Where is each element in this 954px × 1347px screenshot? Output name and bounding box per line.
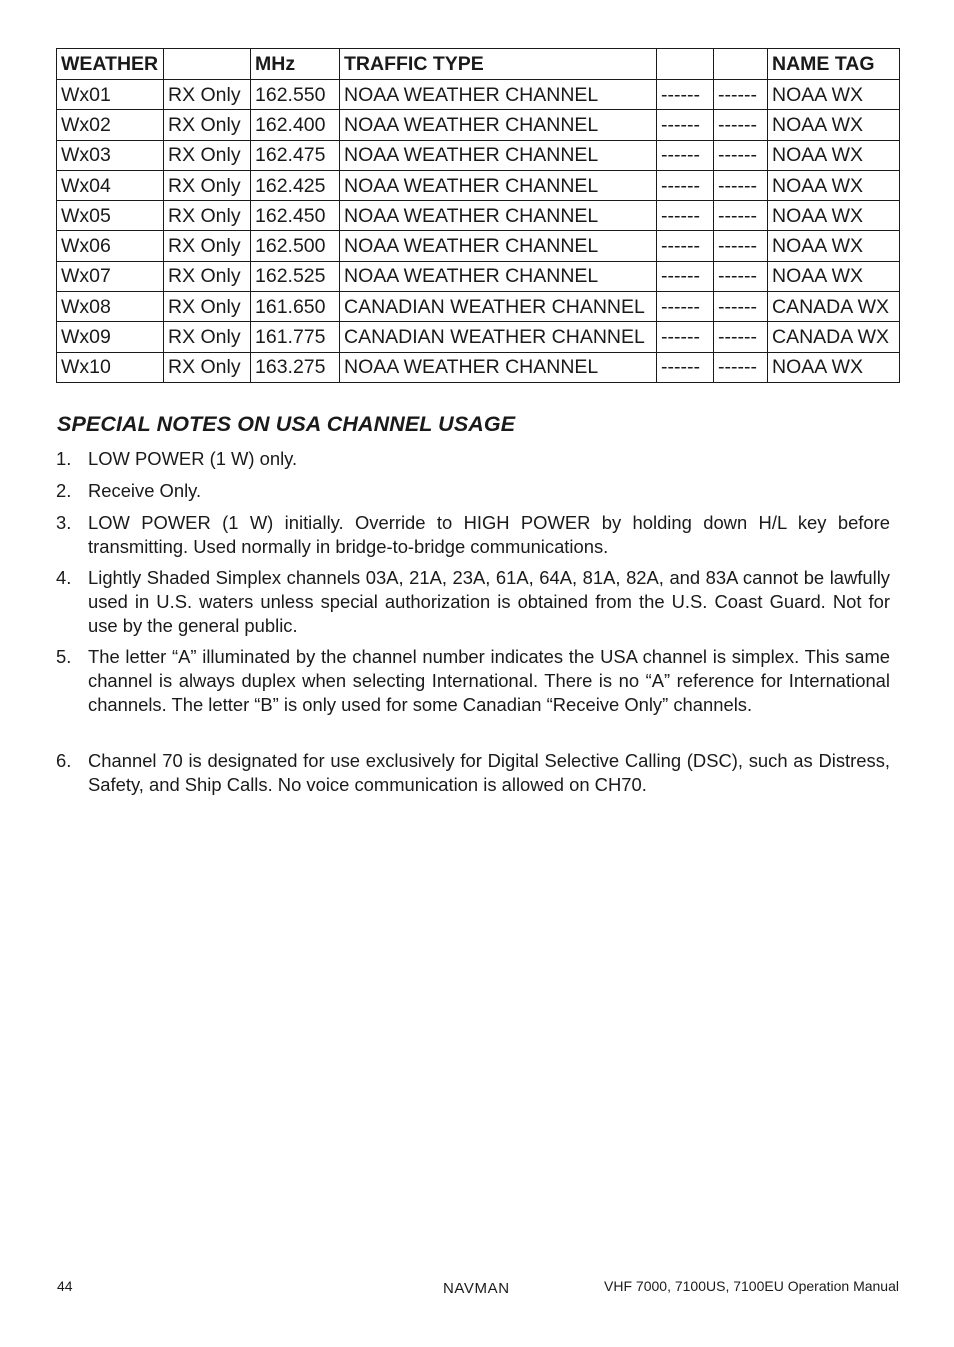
table-row	[57, 140, 900, 170]
table-cell: RX Only	[164, 322, 251, 352]
table-cell: NOAA WEATHER CHANNEL	[340, 110, 657, 140]
list-item-number: 6.	[56, 750, 72, 771]
table-cell: CANADA WX	[768, 322, 900, 352]
table-cell: NOAA WEATHER CHANNEL	[340, 170, 657, 200]
table-cell: ------	[657, 261, 714, 291]
table-cell: Wx07	[57, 261, 164, 291]
list-item	[56, 511, 890, 559]
table-row	[57, 80, 900, 110]
header-cell	[164, 49, 251, 80]
section-title: SPECIAL NOTES ON USA CHANNEL USAGE	[57, 412, 516, 436]
table-cell: ------	[657, 201, 714, 231]
table-cell: 162.475	[251, 140, 340, 170]
table-row	[57, 170, 900, 200]
table-cell: ------	[714, 261, 768, 291]
table-cell: 162.550	[251, 80, 340, 110]
table-cell: ------	[657, 110, 714, 140]
page-number: 44	[57, 1278, 73, 1294]
list-item-text: LOW POWER (1 W) only.	[88, 448, 298, 469]
table-cell: ------	[657, 292, 714, 322]
header-cell	[714, 49, 768, 80]
list-item	[56, 479, 890, 503]
table-row	[57, 261, 900, 291]
table-cell: Wx09	[57, 322, 164, 352]
list-item-number: 2.	[56, 480, 72, 501]
list-item	[56, 447, 890, 471]
list-item-text: Receive Only.	[88, 480, 202, 501]
table-cell: RX Only	[164, 231, 251, 261]
table-cell: RX Only	[164, 352, 251, 382]
table-cell: ------	[714, 292, 768, 322]
table-cell: ------	[714, 170, 768, 200]
table-cell: CANADIAN WEATHER CHANNEL	[340, 322, 657, 352]
table-cell: 162.425	[251, 170, 340, 200]
table-cell: ------	[714, 110, 768, 140]
table-cell: 162.525	[251, 261, 340, 291]
list-item-number: 5.	[56, 646, 72, 667]
table-cell: ------	[714, 231, 768, 261]
header-cell: NAME TAG	[768, 49, 900, 80]
table-cell: NOAA WX	[768, 170, 900, 200]
table-row	[57, 110, 900, 140]
table-row	[57, 322, 900, 352]
table-cell: ------	[657, 170, 714, 200]
table-cell: NOAA WEATHER CHANNEL	[340, 80, 657, 110]
table-cell: 161.775	[251, 322, 340, 352]
table-cell: ------	[714, 140, 768, 170]
table-cell: NOAA WEATHER CHANNEL	[340, 231, 657, 261]
table-cell: 162.400	[251, 110, 340, 140]
table-row	[57, 231, 900, 261]
table-cell: 163.275	[251, 352, 340, 382]
table-cell: ------	[657, 231, 714, 261]
table-cell: RX Only	[164, 140, 251, 170]
manual-title: VHF 7000, 7100US, 7100EU Operation Manual	[604, 1278, 899, 1294]
table-cell: RX Only	[164, 110, 251, 140]
table-cell: RX Only	[164, 170, 251, 200]
table-cell: Wx05	[57, 201, 164, 231]
table-cell: NOAA WX	[768, 140, 900, 170]
table-row	[57, 292, 900, 322]
table-cell: Wx01	[57, 80, 164, 110]
table-cell: ------	[714, 322, 768, 352]
list-item	[56, 645, 890, 716]
list-item	[56, 749, 890, 797]
table-cell: NOAA WX	[768, 80, 900, 110]
table-cell: NOAA WX	[768, 231, 900, 261]
table-cell: NOAA WEATHER CHANNEL	[340, 201, 657, 231]
weather-channel-table	[56, 48, 900, 383]
table-cell: ------	[657, 352, 714, 382]
table-cell: NOAA WEATHER CHANNEL	[340, 352, 657, 382]
table-cell: Wx04	[57, 170, 164, 200]
table-cell: ------	[714, 352, 768, 382]
header-cell: WEATHER	[57, 49, 164, 80]
list-item-number: 1.	[56, 448, 72, 469]
brand-logo: NAVMAN	[443, 1280, 510, 1297]
table-cell: RX Only	[164, 201, 251, 231]
table-cell: Wx06	[57, 231, 164, 261]
table-cell: RX Only	[164, 80, 251, 110]
header-cell	[657, 49, 714, 80]
table-cell: Wx02	[57, 110, 164, 140]
table-cell: ------	[657, 80, 714, 110]
table-cell: NOAA WX	[768, 110, 900, 140]
list-item-number: 3.	[56, 512, 72, 533]
list-item-text: LOW POWER (1 W) initially. Override to HIGH POWER by holding down H/L key before transmitting. Used normally in bridge-to-bridge communications.	[88, 512, 890, 557]
list-item-text: The letter “A” illuminated by the channel number indicates the USA channel is simplex. This same channel is always duplex when selecting International. There is no “A” reference for International channels. The letter “B” is only used for some Canadian “Receive Only” channels.	[88, 646, 890, 715]
table-cell: ------	[657, 322, 714, 352]
table-cell: NOAA WX	[768, 352, 900, 382]
table-row	[57, 352, 900, 382]
table-cell: NOAA WEATHER CHANNEL	[340, 140, 657, 170]
table-cell: 162.450	[251, 201, 340, 231]
table-cell: RX Only	[164, 261, 251, 291]
table-cell: NOAA WEATHER CHANNEL	[340, 261, 657, 291]
table-cell: NOAA WX	[768, 261, 900, 291]
table-cell: NOAA WX	[768, 201, 900, 231]
list-item-text: Lightly Shaded Simplex channels 03A, 21A, 23A, 61A, 64A, 81A, 82A, and 83A cannot be lawfully used in U.S. waters unless special authorization is obtained from the U.S. Coast Guard. Not for use by the general public.	[88, 567, 890, 636]
table-cell: Wx10	[57, 352, 164, 382]
list-item-number: 4.	[56, 567, 72, 588]
table-cell: CANADA WX	[768, 292, 900, 322]
list-item-text: Channel 70 is designated for use exclusively for Digital Selective Calling (DSC), such as Distress, Safety, and Ship Calls. No voice communication is allowed on CH70.	[88, 750, 890, 795]
table-cell: RX Only	[164, 292, 251, 322]
table-cell: ------	[714, 80, 768, 110]
table-header-row	[57, 49, 900, 80]
table-row	[57, 201, 900, 231]
list-item	[56, 566, 890, 637]
table-cell: 161.650	[251, 292, 340, 322]
table-cell: 162.500	[251, 231, 340, 261]
table-cell: Wx03	[57, 140, 164, 170]
table-cell: ------	[657, 140, 714, 170]
header-cell: MHz	[251, 49, 340, 80]
table-cell: CANADIAN WEATHER CHANNEL	[340, 292, 657, 322]
table-cell: Wx08	[57, 292, 164, 322]
table-cell: ------	[714, 201, 768, 231]
header-cell: TRAFFIC TYPE	[340, 49, 657, 80]
